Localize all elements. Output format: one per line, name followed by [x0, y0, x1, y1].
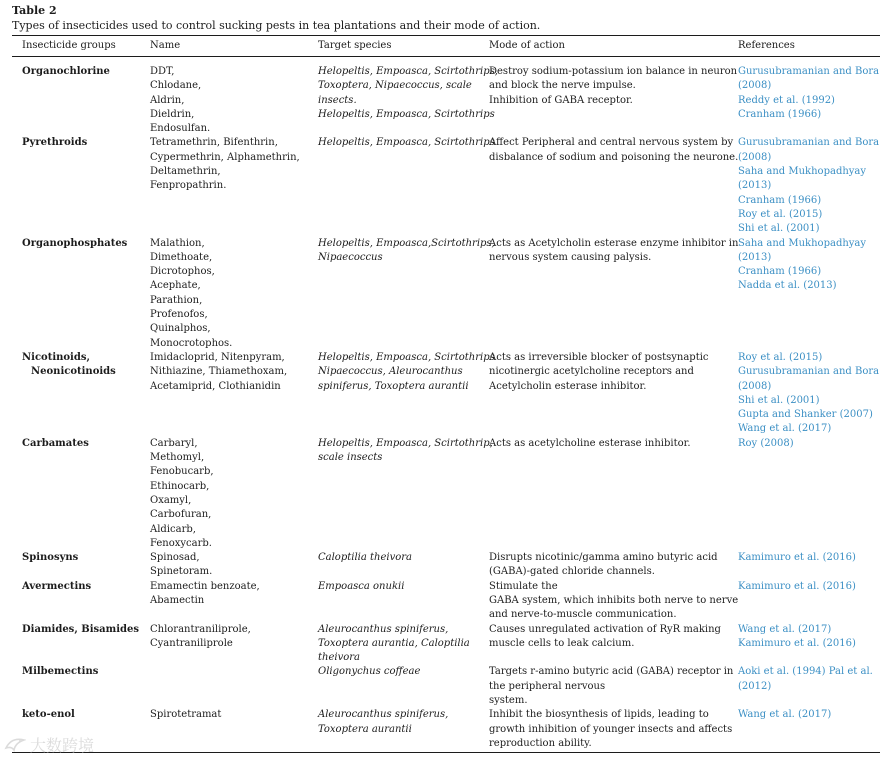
- cell-name: [140, 437, 308, 551]
- cell-insecticide-group: [12, 665, 140, 708]
- cell-line: and nerve-to-muscle communication.: [489, 609, 677, 621]
- cell-line: Toxoptera aurantii: [318, 723, 412, 735]
- table-caption: Types of insecticides used to control sucking pests in tea plantations and their mode of action.: [12, 19, 541, 32]
- cell-line: Dicrotophos,: [150, 266, 215, 278]
- cell-line: Abamectin: [150, 594, 205, 606]
- cell-line: Helopeltis, Empoasca, Scirtothrip,: [318, 437, 493, 449]
- reference-link[interactable]: (2013): [738, 251, 772, 263]
- cell-line: Helopeltis, Empoasca,Scirtothrips,: [318, 237, 495, 249]
- cell-line: Oxamyl,: [150, 494, 192, 506]
- cell-line: Dimethoate,: [150, 251, 213, 263]
- cell-mode-of-action: [479, 57, 738, 137]
- table-row: [12, 623, 880, 666]
- cell-insecticide-group: [12, 437, 140, 551]
- cell-name: [140, 136, 308, 236]
- table-body: [12, 57, 880, 753]
- cell-line: Aleurocanthus spiniferus,: [318, 623, 449, 635]
- header-mode-of-action: Mode of action: [479, 36, 728, 57]
- cell-line: Chlorantraniliprole,: [150, 623, 251, 635]
- cell-line: (GABA)-gated chloride channels.: [489, 566, 655, 578]
- cell-line: Nithiazine, Thiamethoxam,: [150, 366, 288, 378]
- cell-references: [728, 237, 880, 351]
- cell-line: Spinosad,: [150, 552, 200, 564]
- cell-line: Parathion,: [150, 294, 203, 306]
- cell-references: [728, 57, 880, 137]
- cell-line: Helopeltis, Empoasca, Scirtothrips,: [318, 66, 498, 77]
- cell-name: [140, 623, 308, 666]
- cell-references: [728, 136, 880, 236]
- cell-line: Avermectins: [22, 580, 92, 592]
- cell-mode-of-action: [479, 708, 733, 752]
- header-target-species: Target species: [308, 36, 479, 57]
- cell-line: Aldicarb,: [150, 523, 196, 535]
- cell-line: Aleurocanthus spiniferus,: [318, 709, 449, 721]
- cell-line: muscle cells to leak calcium.: [489, 637, 635, 649]
- reference-link[interactable]: Roy et al. (2015): [738, 208, 823, 220]
- cell-line: Affect Peripheral and central nervous system by: [489, 137, 734, 149]
- cell-line: spiniferus, Toxoptera aurantii: [318, 380, 469, 392]
- cell-line: DDT,: [150, 66, 175, 77]
- cell-mode-of-action: [479, 136, 739, 236]
- cell-line: Helopeltis, Empoasca, Scirtothrips: [318, 351, 495, 363]
- reference-link[interactable]: (2008): [738, 80, 772, 92]
- cell-insecticide-group: [12, 136, 140, 236]
- cell-line: Carbofuran,: [150, 509, 212, 521]
- bird-logo-icon: [4, 736, 26, 754]
- cell-line: Organophosphates: [22, 237, 128, 249]
- cell-line: Spirotetramat: [150, 709, 222, 721]
- header-row: [12, 36, 880, 57]
- cell-line: Spinetoram.: [150, 566, 213, 578]
- cell-line: and block the nerve impulse.: [489, 80, 636, 92]
- table-row: [12, 237, 880, 351]
- cell-line: the peripheral nervous: [489, 680, 606, 692]
- table-row: [12, 437, 880, 551]
- reference-link[interactable]: Kamimuro et al. (2016): [738, 580, 856, 592]
- cell-line: Emamectin benzoate,: [150, 580, 260, 592]
- reference-link[interactable]: Kamimuro et al. (2016): [738, 637, 856, 649]
- reference-link[interactable]: Cranham (1966): [738, 266, 822, 278]
- reference-link[interactable]: Saha and Mukhopadhyay: [738, 237, 867, 249]
- reference-link[interactable]: Reddy et al. (1992): [738, 94, 835, 106]
- cell-line: Dieldrin,: [150, 108, 195, 120]
- cell-line: Milbemectins: [22, 666, 99, 678]
- cell-line: system.: [489, 695, 528, 707]
- cell-line: Pyrethroids: [22, 137, 88, 149]
- cell-insecticide-group: [12, 580, 140, 623]
- reference-link[interactable]: (2012): [738, 680, 772, 692]
- cell-line: Acetamiprid, Clothianidin: [150, 380, 281, 392]
- cell-mode-of-action: [479, 437, 728, 551]
- cell-target-species: [308, 351, 495, 437]
- cell-line: Ethinocarb,: [150, 480, 210, 492]
- cell-references: [728, 351, 880, 437]
- cell-name: [140, 708, 308, 752]
- cell-target-species: [308, 237, 495, 351]
- cell-line: Deltamethrin,: [150, 166, 221, 178]
- cell-line: Diamides, Bisamides: [22, 623, 140, 635]
- cell-mode-of-action: [479, 623, 728, 666]
- reference-link[interactable]: Gurusubramanian and Bora: [738, 137, 880, 149]
- cell-line: Spinosyns: [22, 552, 79, 564]
- reference-link[interactable]: Wang et al. (2017): [738, 623, 832, 635]
- cell-line: reproduction ability.: [489, 737, 592, 749]
- cell-line: Fenobucarb,: [150, 466, 214, 478]
- cell-references: [728, 551, 880, 580]
- reference-link[interactable]: Gurusubramanian and Bora: [738, 66, 880, 77]
- cell-line: Toxoptera aurantia, Caloptilia: [318, 637, 470, 649]
- cell-target-species: [308, 665, 479, 708]
- table-row: [12, 57, 880, 137]
- reference-link[interactable]: Nadda et al. (2013): [738, 280, 837, 292]
- cell-line: Acts as Acetylcholin esterase enzyme inhibitor in: [489, 237, 739, 249]
- cell-line: nicotinergic acetylcholine receptors and: [489, 366, 694, 378]
- cell-line: Profenofos,: [150, 309, 208, 321]
- reference-link[interactable]: Kamimuro et al. (2016): [738, 552, 856, 564]
- cell-line: Fenpropathrin.: [150, 180, 227, 192]
- reference-link[interactable]: Gurusubramanian and Bora: [738, 366, 880, 378]
- cell-line: disbalance of sodium and poisoning the neurone.: [489, 151, 739, 163]
- cell-line: Chlodane,: [150, 80, 202, 92]
- reference-link[interactable]: (2008): [738, 151, 772, 163]
- table-row: [12, 665, 880, 708]
- cell-target-species: [308, 57, 498, 137]
- watermark: [4, 733, 94, 756]
- cell-line: growth inhibition of younger insects and affects: [489, 723, 733, 735]
- cell-line: Carbaryl,: [150, 437, 198, 449]
- cell-line: Inhibit the biosynthesis of lipids, leading to: [489, 709, 709, 721]
- cell-references: [728, 623, 880, 666]
- cell-references: [728, 437, 880, 551]
- cell-line: Nipaecoccus: [318, 251, 383, 263]
- cell-line: Cyantraniliprole: [150, 637, 233, 649]
- cell-line: Oligonychus coffeae: [318, 666, 421, 678]
- cell-target-species: [308, 623, 479, 666]
- table-container: [12, 4, 880, 753]
- cell-target-species: [308, 136, 495, 236]
- cell-mode-of-action: [479, 665, 734, 708]
- cell-line: Neonicotinoids: [31, 366, 116, 378]
- cell-line: Empoasca onukii: [318, 580, 405, 592]
- cell-line: Monocrotophos.: [150, 337, 233, 349]
- cell-line: Caloptilia theivora: [318, 552, 412, 564]
- cell-line: Imidacloprid, Nitenpyram,: [150, 351, 285, 363]
- cell-line: GABA system, which inhibits both nerve to nerve: [489, 594, 739, 606]
- reference-link[interactable]: Cranham (1966): [738, 108, 822, 120]
- cell-mode-of-action: [479, 551, 728, 580]
- cell-line: keto-enol: [22, 709, 75, 721]
- table-row: [12, 708, 880, 752]
- reference-link[interactable]: (2013): [738, 180, 772, 192]
- cell-line: Acts as irreversible blocker of postsynaptic: [489, 351, 709, 363]
- cell-line: Aldrin,: [150, 94, 185, 106]
- cell-mode-of-action: [479, 580, 739, 623]
- cell-line: Acephate,: [150, 280, 201, 292]
- cell-target-species: [308, 551, 479, 580]
- header-insecticide-groups: Insecticide groups: [12, 36, 140, 57]
- cell-target-species: [308, 580, 479, 623]
- reference-link[interactable]: Cranham (1966): [738, 194, 822, 206]
- cell-name: [140, 551, 308, 580]
- cell-line: scale insects: [318, 452, 383, 464]
- cell-target-species: [308, 708, 479, 752]
- cell-line: Inhibition of GABA receptor.: [489, 94, 633, 106]
- reference-link[interactable]: (2008): [738, 380, 772, 392]
- cell-line: Helopeltis, Empoasca, Scirtothrips: [318, 108, 495, 120]
- cell-line: Stimulate the: [489, 580, 558, 592]
- cell-insecticide-group: [12, 351, 140, 437]
- reference-link[interactable]: Shi et al. (2001): [738, 394, 820, 406]
- cell-references: [728, 580, 880, 623]
- cell-line: Malathion,: [150, 237, 205, 249]
- reference-link[interactable]: Shi et al. (2001): [738, 223, 820, 235]
- cell-mode-of-action: [479, 351, 728, 437]
- cell-line: theivora: [318, 652, 360, 664]
- reference-link[interactable]: Roy et al. (2015): [738, 351, 823, 363]
- cell-mode-of-action: [479, 237, 739, 351]
- table-row: [12, 136, 880, 236]
- cell-line: Tetramethrin, Bifenthrin,: [150, 137, 278, 149]
- table-row: [12, 351, 880, 437]
- header-name: Name: [140, 36, 308, 57]
- reference-link[interactable]: Roy (2008): [738, 437, 794, 449]
- cell-line: Methomyl,: [150, 452, 205, 464]
- cell-line: Carbamates: [22, 437, 89, 449]
- cell-line: Disrupts nicotinic/gamma amino butyric acid: [489, 552, 718, 564]
- cell-line: Helopeltis, Empoasca, Scirtothrips: [318, 137, 495, 149]
- reference-link[interactable]: Aoki et al. (1994) Pal et al.: [738, 666, 873, 678]
- cell-line: Toxoptera, Nipaecoccus, scale: [318, 80, 472, 92]
- cell-line: Fenoxycarb.: [150, 537, 212, 549]
- cell-name: [140, 57, 308, 137]
- reference-link[interactable]: Gupta and Shanker (2007): [738, 409, 873, 421]
- cell-name: [140, 351, 308, 437]
- reference-link[interactable]: Wang et al. (2017): [738, 423, 832, 435]
- table-row: [12, 580, 880, 623]
- cell-line: Destroy sodium-potassium ion balance in neuron: [489, 66, 738, 77]
- cell-line: nervous system causing palysis.: [489, 251, 652, 263]
- cell-target-species: [308, 437, 493, 551]
- cell-name: [140, 665, 308, 708]
- cell-name: [140, 237, 308, 351]
- header-references: References: [728, 36, 880, 57]
- insecticide-table: [12, 35, 880, 753]
- cell-line: Nipaecoccus, Aleurocanthus: [318, 366, 463, 378]
- cell-line: Acetylcholin esterase inhibitor.: [489, 380, 647, 392]
- cell-line: Cypermethrin, Alphamethrin,: [150, 151, 300, 163]
- table-row: [12, 551, 880, 580]
- cell-insecticide-group: [12, 57, 140, 137]
- cell-line: insects.: [318, 94, 357, 106]
- cell-line: Nicotinoids,: [22, 351, 90, 363]
- cell-insecticide-group: [12, 237, 140, 351]
- cell-references: [728, 665, 880, 708]
- cell-insecticide-group: [12, 551, 140, 580]
- cell-line: Targets r-amino butyric acid (GABA) receptor in: [489, 666, 734, 678]
- cell-line: Causes unregulated activation of RyR making: [489, 623, 721, 635]
- cell-name: [140, 580, 308, 623]
- cell-insecticide-group: [12, 623, 140, 666]
- watermark-text: 大数跨境: [30, 736, 95, 755]
- cell-line: Endosulfan.: [150, 123, 211, 135]
- cell-line: Quinalphos,: [150, 323, 211, 335]
- cell-references: [728, 708, 880, 752]
- cell-line: Acts as acetylcholine esterase inhibitor.: [489, 437, 691, 449]
- table-label: Table 2: [12, 4, 57, 17]
- reference-link[interactable]: Saha and Mukhopadhyay: [738, 166, 867, 178]
- cell-line: Organochlorine: [22, 66, 110, 77]
- reference-link[interactable]: Wang et al. (2017): [738, 709, 832, 721]
